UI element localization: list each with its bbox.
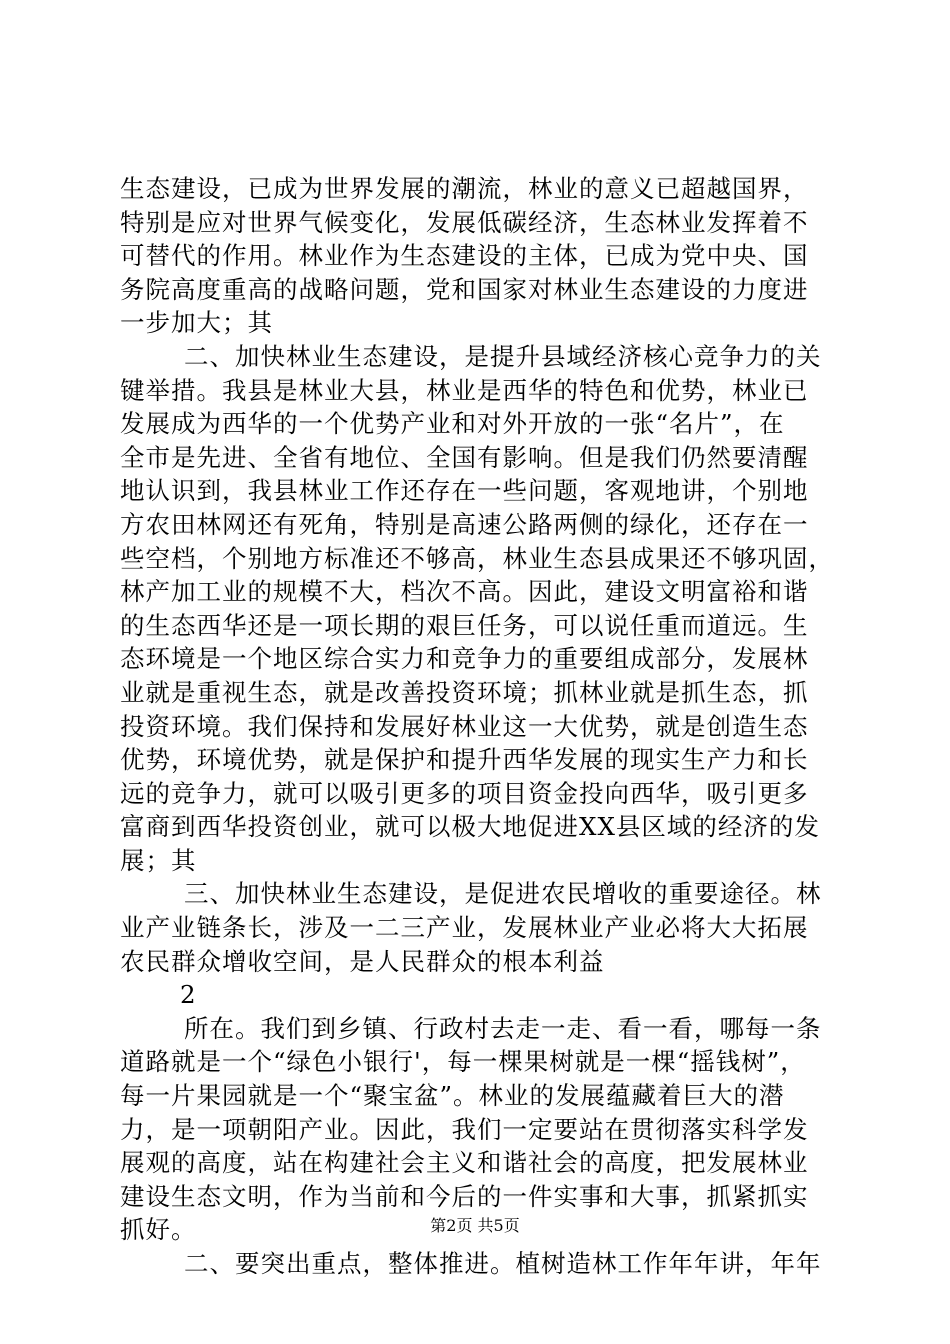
paragraph-start-line: 二、加快林业生态建设，是提升县域经济核心竞争力的关 xyxy=(184,341,822,371)
text-line: 方农田林网还有死角，特别是高速公路两侧的绿化，还存在一 xyxy=(120,509,809,539)
text-line: 力，是一项朝阳产业。因此，我们一定要站在贯彻落实科学发 xyxy=(120,1114,809,1144)
text-line: 投资环境。我们保持和发展好林业这一大优势，就是创造生态 xyxy=(120,711,809,741)
text-line: 远的竞争力，就可以吸引更多的项目资金投向西华，吸引更多 xyxy=(120,778,809,808)
text-line: 业就是重视生态，就是改善投资环境；抓林业就是抓生态，抓 xyxy=(120,677,809,707)
text-line: 抓好。 xyxy=(120,1215,197,1245)
text-line: 的生态西华还是一项长期的艰巨任务，可以说任重而道远。生 xyxy=(120,610,809,640)
text-line: 些空档，个别地方标准还不够高，林业生态县成果还不够巩固， xyxy=(120,543,834,573)
body-text xyxy=(120,172,840,1281)
text-line: 态环境是一个地区综合实力和竞争力的重要组成部分，发展林 xyxy=(120,644,809,674)
text-line: 道路就是一个“绿色小银行'，每一棵果树就是一棵“摇钱树”， xyxy=(120,1047,806,1077)
text-line: 优势，环境优势，就是保护和提升西华发展的现实生产力和长 xyxy=(120,745,809,775)
inline-page-number: 2 xyxy=(180,980,197,1010)
page-footer: 第2页 共5页 xyxy=(430,1216,520,1235)
text-line: 务院高度重高的战略问题，党和国家对林业生态建设的力度进 xyxy=(120,274,809,304)
text-line: 展观的高度，站在构建社会主义和谐社会的高度，把发展林业 xyxy=(120,1148,809,1178)
text-line: 可替代的作用。林业作为生态建设的主体，已成为党中央、国 xyxy=(120,241,809,271)
text-line: 特别是应对世界气候变化，发展低碳经济，生态林业发挥着不 xyxy=(120,207,809,237)
text-line: 一步加大；其 xyxy=(120,308,273,338)
text-line: 富商到西华投资创业，就可以极大地促进XX县区域的经济的发 xyxy=(120,812,820,842)
text-line: 建设生态文明，作为当前和今后的一件实事和大事，抓紧抓实 xyxy=(120,1181,809,1211)
text-line: 键举措。我县是林业大县，林业是西华的特色和优势，林业已 xyxy=(120,375,809,405)
text-line: 每一片果园就是一个“聚宝盆”。林业的发展蕴藏着巨大的潜 xyxy=(120,1081,785,1111)
text-line: 生态建设，已成为世界发展的潮流，林业的意义已超越国界， xyxy=(120,174,809,203)
text-line: 业产业链条长，涉及一二三产业，发展林业产业必将大大拓展 xyxy=(120,913,809,943)
text-line: 全市是先进、全省有地位、全国有影响。但是我们仍然要清醒 xyxy=(120,442,809,472)
text-line: 地认识到，我县林业工作还存在一些问题，客观地讲，个别地 xyxy=(120,476,809,506)
paragraph-start-line: 二、要突出重点，整体推进。植树造林工作年年讲，年年 xyxy=(184,1249,822,1278)
text-line: 发展成为西华的一个优势产业和对外开放的一张“名片”，在 xyxy=(120,409,785,439)
text-line: 农民群众增收空间，是人民群众的根本利益 xyxy=(120,946,605,976)
paragraph-start-line: 三、加快林业生态建设，是促进农民增收的重要途径。林 xyxy=(184,879,822,909)
text-line: 林产加工业的规模不大，档次不高。因此，建设文明富裕和谐 xyxy=(120,577,809,607)
text-line: 展；其 xyxy=(120,845,197,875)
paragraph-start-line: 所在。我们到乡镇、行政村去走一走、看一看，哪每一条 xyxy=(184,1013,822,1043)
